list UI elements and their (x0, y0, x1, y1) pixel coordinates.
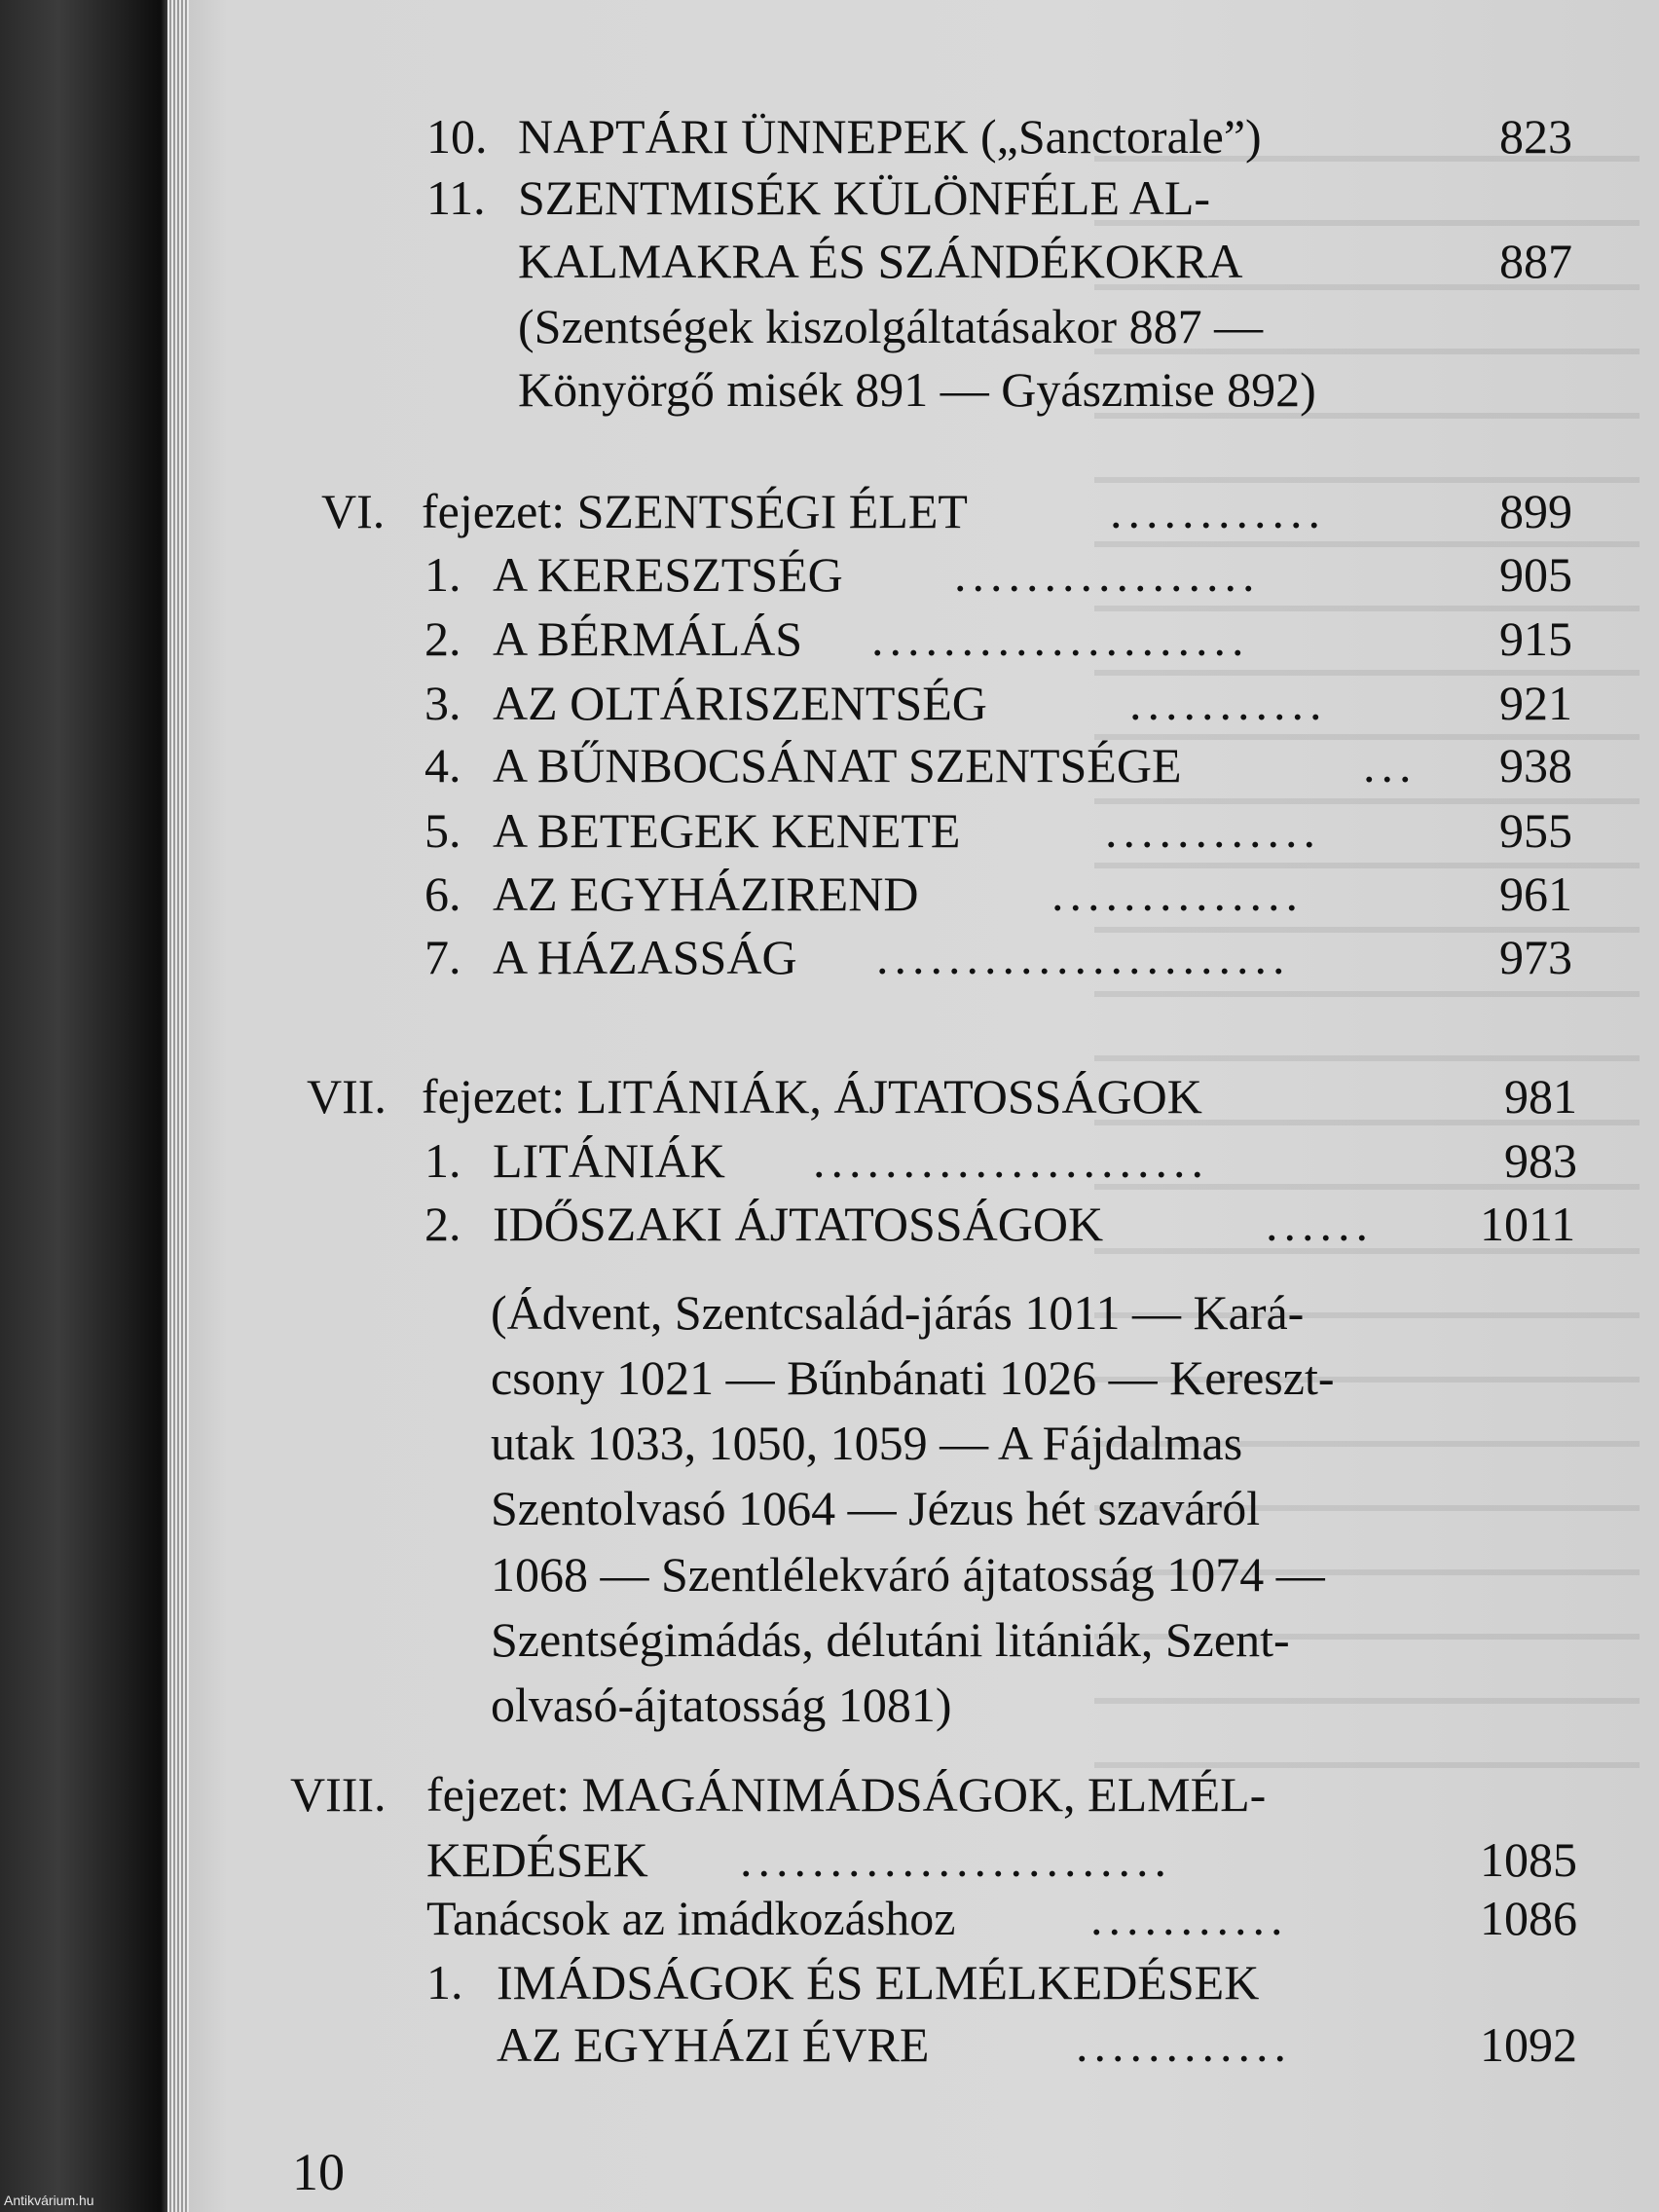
toc-entry-number: VI. (321, 484, 386, 538)
toc-entry-title: AZ EGYHÁZI ÉVRE (497, 2017, 930, 2072)
toc-entry-title: IMÁDSÁGOK ÉS ELMÉLKEDÉSEK (497, 1955, 1260, 2009)
toc-entry-title: A KERESZTSÉG (493, 547, 843, 602)
toc-leader-dots: ............ (1076, 2017, 1292, 2072)
toc-leader-dots: ..................... (871, 611, 1250, 666)
toc-page-number: 938 (1499, 738, 1572, 793)
watermark: Antikvárium.hu (4, 2193, 94, 2208)
toc-entry-title: Tanácsok az imádkozáshoz (426, 1891, 956, 1945)
toc-line (0, 544, 1659, 605)
toc-entry-title: 1068 — Szentlélekváró ájtatosság 1074 — (491, 1547, 1325, 1602)
toc-line (0, 800, 1659, 861)
toc-entry-number: 6. (424, 866, 461, 921)
toc-entry-title: LITÁNIÁK (493, 1133, 725, 1188)
toc-line (0, 1829, 1659, 1890)
toc-entry-number: 1. (424, 1133, 461, 1188)
toc-page-number: 961 (1499, 866, 1572, 921)
toc-entry-title: IDŐSZAKI ÁJTATOSSÁGOK (493, 1197, 1104, 1251)
toc-line (0, 1544, 1659, 1604)
toc-entry-title: NAPTÁRI ÜNNEPEK („Sanctorale”) (518, 109, 1262, 164)
toc-line (0, 296, 1659, 356)
toc-line (0, 359, 1659, 420)
toc-leader-dots: ... (1363, 738, 1418, 793)
toc-entry-title: utak 1033, 1050, 1059 — A Fájdalmas (491, 1416, 1243, 1470)
toc-entry-title: A BETEGEK KENETE (493, 803, 961, 858)
toc-line (0, 864, 1659, 924)
toc-entry-title: csony 1021 — Bűnbánati 1026 — Kereszt- (491, 1350, 1335, 1405)
toc-line (0, 1764, 1659, 1825)
toc-line (0, 735, 1659, 795)
toc-leader-dots: ........... (1129, 676, 1328, 730)
toc-page-number: 1011 (1480, 1197, 1576, 1251)
toc-entry-title: KEDÉSEK (426, 1832, 648, 1887)
toc-leader-dots: ............ (1105, 803, 1321, 858)
toc-line (0, 1194, 1659, 1254)
toc-page-number: 921 (1499, 676, 1572, 730)
toc-page-number: 981 (1504, 1069, 1577, 1124)
toc-line (0, 1347, 1659, 1408)
toc-leader-dots: .............. (1051, 866, 1304, 921)
toc-entry-title: SZENTMISÉK KÜLÖNFÉLE AL- (518, 170, 1211, 225)
toc-leader-dots: ....................... (876, 930, 1291, 984)
toc-entry-title: A BÉRMÁLÁS (493, 611, 803, 666)
toc-page-number: 823 (1499, 109, 1572, 164)
toc-entry-number: 1. (424, 547, 461, 602)
toc-entry-number: 3. (424, 676, 461, 730)
toc-line (0, 481, 1659, 541)
toc-line (0, 1888, 1659, 1948)
toc-leader-dots: ........... (1090, 1891, 1289, 1945)
toc-line (0, 106, 1659, 166)
toc-leader-dots: ................. (954, 547, 1261, 602)
toc-line (0, 1066, 1659, 1126)
toc-line (0, 1952, 1659, 2012)
toc-leader-dots: ...................... (813, 1133, 1209, 1188)
toc-entry-title: (Szentségek kiszolgáltatásakor 887 — (518, 299, 1264, 353)
toc-entry-number: 10. (426, 109, 488, 164)
toc-entry-number: 2. (424, 1197, 461, 1251)
toc-entry-title: Szentolvasó 1064 — Jézus hét szaváról (491, 1481, 1261, 1535)
toc-entry-title: fejezet: LITÁNIÁK, ÁJTATOSSÁGOK (422, 1069, 1202, 1124)
toc-entry-number: 1. (426, 1955, 463, 2009)
toc-page-number: 915 (1499, 611, 1572, 666)
toc-page-number: 887 (1499, 234, 1572, 288)
toc-leader-dots: ............ (1110, 484, 1326, 538)
toc-entry-title: (Ádvent, Szentcsalád-járás 1011 — Kará- (491, 1285, 1305, 1340)
toc-entry-title: olvasó-ájtatosság 1081) (491, 1677, 952, 1732)
toc-page-number: 899 (1499, 484, 1572, 538)
toc-page-number: 1086 (1480, 1891, 1577, 1945)
toc-entry-number: 11. (426, 170, 486, 225)
toc-entry-title: A BŰNBOCSÁNAT SZENTSÉGE (493, 738, 1182, 793)
toc-entry-title: A HÁZASSÁG (493, 930, 797, 984)
toc-line (0, 1609, 1659, 1670)
toc-entry-title: AZ EGYHÁZIREND (493, 866, 919, 921)
toc-entry-title: fejezet: SZENTSÉGI ÉLET (422, 484, 968, 538)
toc-entry-number: VIII. (290, 1767, 387, 1822)
toc-line (0, 231, 1659, 291)
toc-entry-number: VII. (307, 1069, 387, 1124)
toc-entry-number: 7. (424, 930, 461, 984)
toc-leader-dots: ........................ (740, 1832, 1172, 1887)
toc-entry-title: AZ OLTÁRISZENTSÉG (493, 676, 987, 730)
toc-line (0, 608, 1659, 669)
toc-entry-title: fejezet: MAGÁNIMÁDSÁGOK, ELMÉL- (426, 1767, 1267, 1822)
toc-line (0, 2014, 1659, 2075)
toc-line (0, 1675, 1659, 1735)
toc-line (0, 1478, 1659, 1538)
toc-line (0, 927, 1659, 987)
toc-page-number: 983 (1504, 1133, 1577, 1188)
toc-leader-dots: ...... (1266, 1197, 1374, 1251)
toc-page-number: 1092 (1480, 2017, 1577, 2072)
toc-entry-number: 2. (424, 611, 461, 666)
toc-entry-number: 4. (424, 738, 461, 793)
page-number: 10 (292, 2143, 345, 2201)
toc-page-number: 973 (1499, 930, 1572, 984)
toc-entry-number: 5. (424, 803, 461, 858)
toc-line (0, 673, 1659, 733)
toc-page-number: 905 (1499, 547, 1572, 602)
toc-line (0, 1282, 1659, 1343)
toc-entry-title: KALMAKRA ÉS SZÁNDÉKOKRA (518, 234, 1243, 288)
toc-page-number: 1085 (1480, 1832, 1577, 1887)
toc-entry-title: Szentségimádás, délutáni litániák, Szent- (491, 1612, 1290, 1667)
toc-line (0, 1130, 1659, 1191)
toc-line (0, 1413, 1659, 1473)
toc-entry-title: Könyörgő misék 891 — Gyászmise 892) (518, 362, 1316, 417)
toc-line (0, 167, 1659, 228)
toc-page-number: 955 (1499, 803, 1572, 858)
